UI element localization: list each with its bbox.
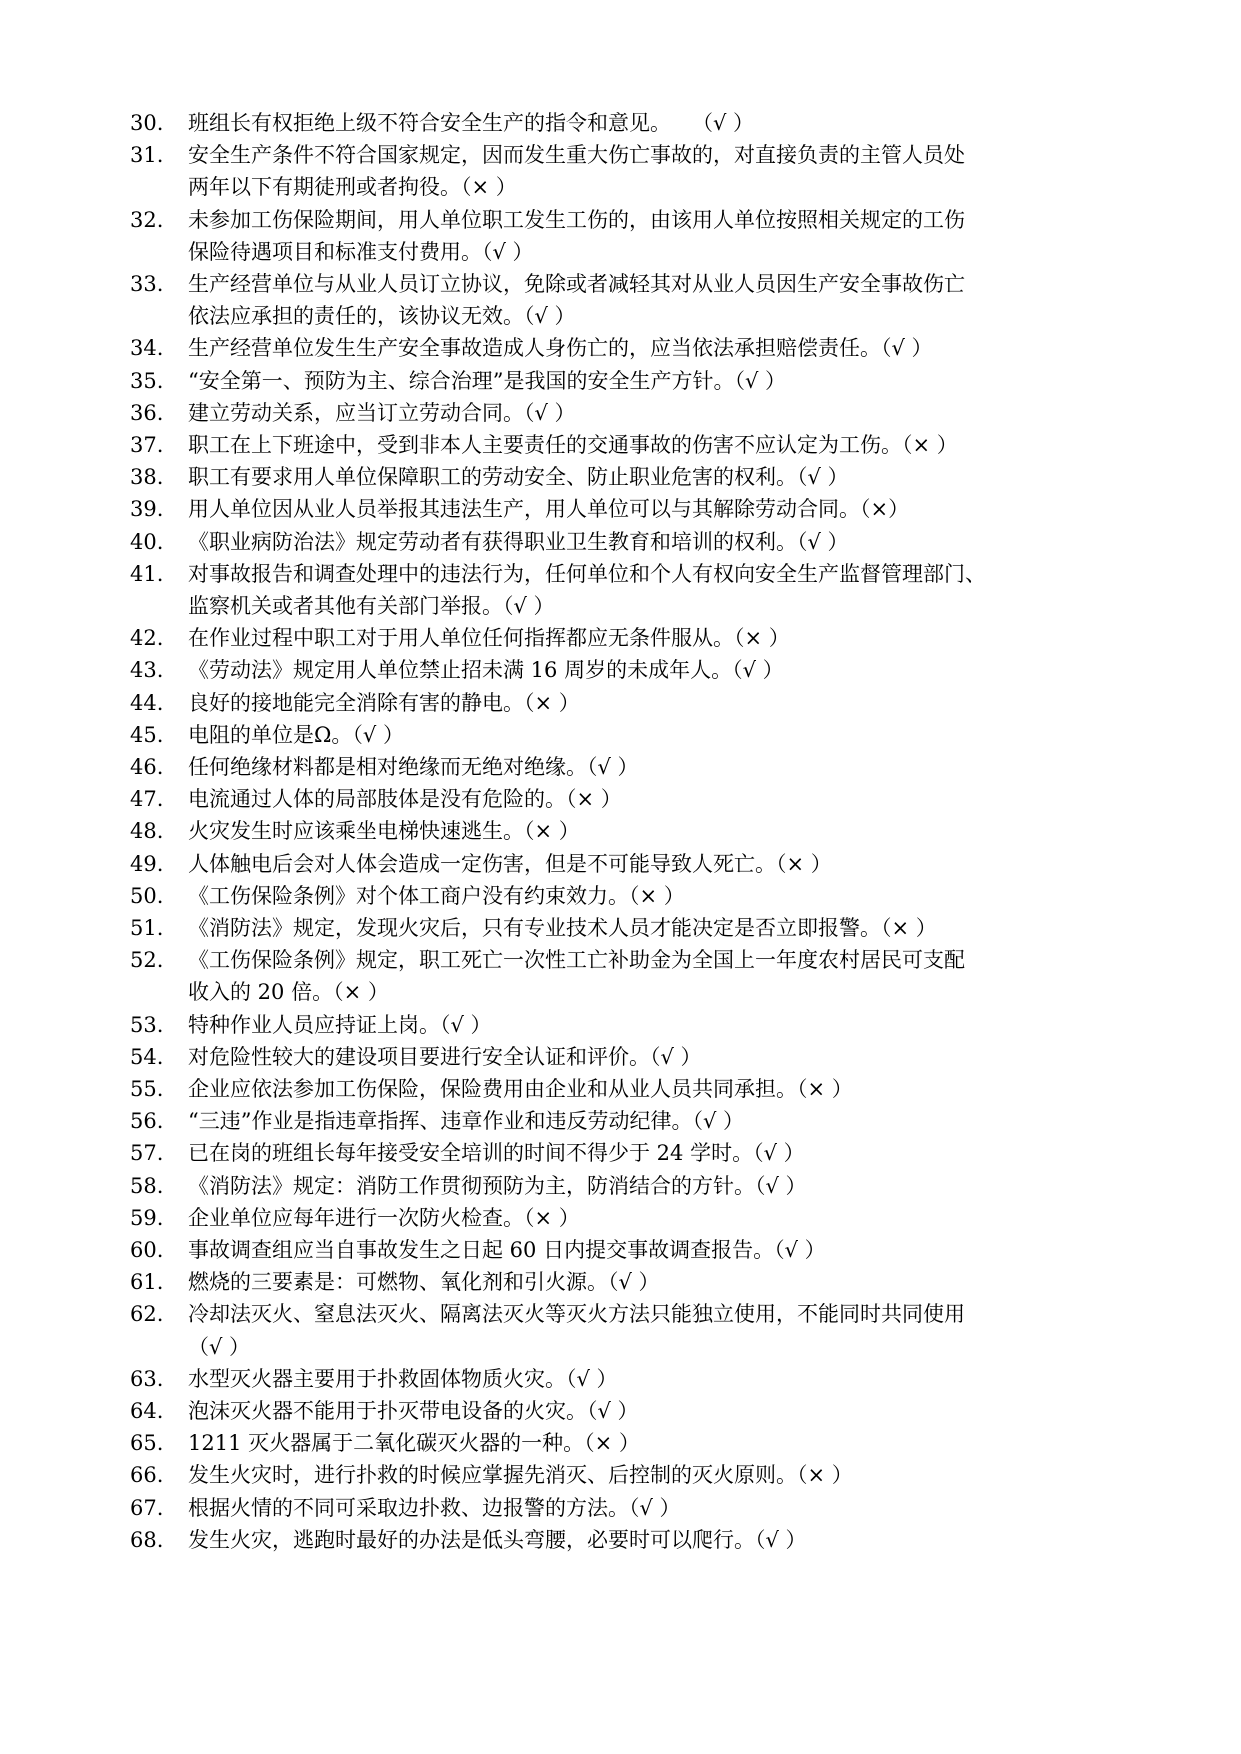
question-text-line: （√ ） bbox=[188, 1334, 251, 1359]
question-text bbox=[188, 397, 1120, 429]
question-item bbox=[130, 654, 1120, 686]
question-number: 45. bbox=[130, 722, 164, 747]
question-text bbox=[188, 1459, 1120, 1491]
question-item bbox=[130, 139, 1120, 203]
question-text-line: 良好的接地能完全消除有害的静电。（× ） bbox=[188, 690, 580, 715]
question-text bbox=[188, 429, 1120, 461]
question-text bbox=[188, 622, 1120, 654]
question-text-line: 企业单位应每年进行一次防火检查。（× ） bbox=[188, 1205, 580, 1230]
question-number: 52. bbox=[130, 948, 164, 973]
question-text bbox=[188, 139, 1120, 203]
question-item bbox=[130, 461, 1120, 493]
question-text bbox=[188, 1363, 1120, 1395]
question-text-line: 班组长有权拒绝上级不符合安全生产的指令和意见。 （√ ） bbox=[188, 111, 755, 135]
question-text-line: 发生火灾时，进行扑救的时候应掌握先消灭、后控制的灭火原则。（× ） bbox=[188, 1463, 853, 1488]
question-item bbox=[130, 1009, 1120, 1041]
question-number: 34. bbox=[130, 336, 164, 361]
question-number: 57. bbox=[130, 1141, 164, 1166]
question-item bbox=[130, 687, 1120, 719]
question-text bbox=[188, 107, 1120, 139]
question-item bbox=[130, 1041, 1120, 1073]
question-number: 35. bbox=[130, 368, 164, 393]
question-item bbox=[130, 493, 1120, 525]
question-text bbox=[188, 1427, 1120, 1459]
question-number: 37. bbox=[130, 433, 164, 457]
question-item bbox=[130, 1266, 1120, 1298]
question-item bbox=[130, 268, 1120, 332]
question-number: 61. bbox=[130, 1270, 164, 1295]
question-text-line: 对危险性较大的建设项目要进行安全认证和评价。（√ ） bbox=[188, 1044, 702, 1069]
question-text-line: 职工在上下班途中，受到非本人主要责任的交通事故的伤害不应认定为工伤。（× ） bbox=[188, 433, 958, 457]
question-item bbox=[130, 1363, 1120, 1395]
question-text-line: 水型灭火器主要用于扑救固体物质火灾。（√ ） bbox=[188, 1366, 618, 1391]
question-item bbox=[130, 1427, 1120, 1459]
question-text bbox=[188, 558, 1120, 622]
question-item bbox=[130, 1202, 1120, 1234]
question-item bbox=[130, 332, 1120, 364]
question-item bbox=[130, 204, 1120, 268]
question-item bbox=[130, 622, 1120, 654]
question-number: 36. bbox=[130, 400, 164, 425]
question-item bbox=[130, 719, 1120, 751]
question-text-line: 已在岗的班组长每年接受安全培训的时间不得少于 24 学时。（√ ） bbox=[188, 1141, 805, 1166]
question-text-line: 生产经营单位与从业人员订立协议，免除或者减轻其对从业人员因生产安全事故伤亡 bbox=[188, 272, 965, 296]
question-number: 59. bbox=[130, 1205, 164, 1230]
question-number: 58. bbox=[130, 1173, 164, 1198]
question-text bbox=[188, 1041, 1120, 1073]
question-text bbox=[188, 493, 1120, 525]
question-text bbox=[188, 815, 1120, 847]
question-number: 32. bbox=[130, 207, 164, 232]
question-text bbox=[188, 848, 1120, 880]
question-text bbox=[188, 719, 1120, 751]
question-item bbox=[130, 1234, 1120, 1266]
question-text-line: 用人单位因从业人员举报其违法生产，用人单位可以与其解除劳动合同。（×） bbox=[188, 497, 910, 522]
question-text-line: 《消防法》规定：消防工作贯彻预防为主，防消结合的方针。（√ ） bbox=[188, 1173, 807, 1198]
question-item bbox=[130, 526, 1120, 558]
question-text-line: 在作业过程中职工对于用人单位任何指挥都应无条件服从。（× ） bbox=[188, 626, 790, 651]
question-text bbox=[188, 1202, 1120, 1234]
question-item bbox=[130, 1105, 1120, 1137]
question-text-line: 冷却法灭火、窒息法灭火、隔离法灭火等灭火方法只能独立使用，不能同时共同使用 bbox=[188, 1302, 965, 1327]
question-text-line: 泡沫灭火器不能用于扑灭带电设备的火灾。（√ ） bbox=[188, 1399, 639, 1423]
question-text bbox=[188, 783, 1120, 815]
question-item bbox=[130, 944, 1120, 1008]
question-item bbox=[130, 1459, 1120, 1491]
question-text bbox=[188, 1298, 1120, 1362]
question-number: 51. bbox=[130, 916, 164, 940]
question-text bbox=[188, 880, 1120, 912]
question-item bbox=[130, 751, 1120, 783]
question-item bbox=[130, 880, 1120, 912]
question-number: 65. bbox=[130, 1431, 164, 1456]
question-item bbox=[130, 365, 1120, 397]
question-text-line: 企业应依法参加工伤保险，保险费用由企业和从业人员共同承担。（× ） bbox=[188, 1077, 853, 1101]
question-text bbox=[188, 687, 1120, 719]
question-number: 63. bbox=[130, 1366, 164, 1391]
question-text bbox=[188, 1105, 1120, 1137]
question-text-line: 职工有要求用人单位保障职工的劳动安全、防止职业危害的权利。（√ ） bbox=[188, 465, 849, 490]
question-text bbox=[188, 1137, 1120, 1169]
question-text-line: 发生火灾，逃跑时最好的办法是低头弯腰，必要时可以爬行。（√ ） bbox=[188, 1527, 807, 1552]
question-number: 47. bbox=[130, 787, 164, 812]
question-number: 60. bbox=[130, 1238, 164, 1262]
question-number: 55. bbox=[130, 1077, 164, 1101]
question-text bbox=[188, 526, 1120, 558]
question-text bbox=[188, 1073, 1120, 1105]
question-text bbox=[188, 751, 1120, 783]
question-number: 44. bbox=[130, 690, 164, 715]
question-text-line: 生产经营单位发生生产安全事故造成人身伤亡的，应当依法承担赔偿责任。（√ ） bbox=[188, 336, 933, 361]
question-item bbox=[130, 815, 1120, 847]
question-text-line: 人体触电后会对人体会造成一定伤害，但是不可能导致人死亡。（× ） bbox=[188, 851, 832, 876]
question-number: 46. bbox=[130, 755, 164, 779]
question-text-line: 《消防法》规定，发现火灾后，只有专业技术人员才能决定是否立即报警。（× ） bbox=[188, 916, 937, 940]
question-number: 67. bbox=[130, 1495, 164, 1520]
question-text bbox=[188, 1492, 1120, 1524]
question-item bbox=[130, 1395, 1120, 1427]
question-item bbox=[130, 848, 1120, 880]
question-text-line: 监察机关或者其他有关部门举报。（√ ） bbox=[188, 594, 555, 618]
question-text bbox=[188, 204, 1120, 268]
question-text-line: 《劳动法》规定用人单位禁止招未满 16 周岁的未成年人。（√ ） bbox=[188, 658, 784, 683]
question-number: 62. bbox=[130, 1302, 164, 1327]
question-text bbox=[188, 1234, 1120, 1266]
question-text bbox=[188, 944, 1120, 1008]
question-text-line: 电流通过人体的局部肢体是没有危险的。（× ） bbox=[188, 787, 622, 812]
question-text-line: 建立劳动关系，应当订立劳动合同。（√ ） bbox=[188, 400, 576, 425]
question-text bbox=[188, 365, 1120, 397]
question-text bbox=[188, 1524, 1120, 1556]
question-text-line: “三违”作业是指违章指挥、违章作业和违反劳动纪律。（√ ） bbox=[188, 1109, 745, 1134]
question-item bbox=[130, 1524, 1120, 1556]
question-text bbox=[188, 332, 1120, 364]
question-number: 42. bbox=[130, 626, 164, 651]
question-number: 64. bbox=[130, 1399, 164, 1423]
question-item bbox=[130, 1170, 1120, 1202]
question-text-line: 对事故报告和调查处理中的违法行为，任何单位和个人有权向安全生产监督管理部门、 bbox=[188, 561, 986, 586]
question-number: 40. bbox=[130, 529, 164, 554]
question-text bbox=[188, 268, 1120, 332]
question-number: 54. bbox=[130, 1044, 164, 1069]
question-item bbox=[130, 107, 1120, 139]
question-text bbox=[188, 1009, 1120, 1041]
question-number: 49. bbox=[130, 851, 164, 876]
question-number: 66. bbox=[130, 1463, 164, 1488]
question-text-line: 任何绝缘材料都是相对绝缘而无绝对绝缘。（√ ） bbox=[188, 755, 639, 779]
question-text bbox=[188, 912, 1120, 944]
question-number: 30. bbox=[130, 111, 164, 135]
question-item bbox=[130, 1073, 1120, 1105]
question-text-line: 两年以下有期徒刑或者拘役。（× ） bbox=[188, 175, 517, 200]
question-number: 56. bbox=[130, 1109, 164, 1134]
question-number: 41. bbox=[130, 561, 164, 586]
question-text-line: 燃烧的三要素是：可燃物、氧化剂和引火源。（√ ） bbox=[188, 1270, 660, 1295]
question-number: 68. bbox=[130, 1527, 164, 1552]
question-text bbox=[188, 1266, 1120, 1298]
question-text-line: “安全第一、预防为主、综合治理”是我国的安全生产方针。（√ ） bbox=[188, 368, 787, 393]
question-text-line: 电阻的单位是Ω。（√ ） bbox=[188, 722, 404, 747]
question-number: 43. bbox=[130, 658, 164, 683]
question-number: 39. bbox=[130, 497, 164, 522]
question-text-line: 《工伤保险条例》对个体工商户没有约束效力。（× ） bbox=[188, 883, 685, 908]
question-item bbox=[130, 397, 1120, 429]
question-number: 31. bbox=[130, 143, 164, 168]
question-text-line: 收入的 20 倍。（× ） bbox=[188, 980, 389, 1005]
question-text bbox=[188, 1170, 1120, 1202]
question-text-line: 《工伤保险条例》规定，职工死亡一次性工亡补助金为全国上一年度农村居民可支配 bbox=[188, 948, 965, 973]
question-text-line: 根据火情的不同可采取边扑救、边报警的方法。（√ ） bbox=[188, 1495, 681, 1520]
question-text-line: 未参加工伤保险期间，用人单位职工发生工伤的，由该用人单位按照相关规定的工伤 bbox=[188, 207, 965, 232]
question-text-line: 火灾发生时应该乘坐电梯快速逃生。（× ） bbox=[188, 819, 580, 844]
question-number: 48. bbox=[130, 819, 164, 844]
question-number: 38. bbox=[130, 465, 164, 490]
question-item bbox=[130, 1492, 1120, 1524]
question-item bbox=[130, 1137, 1120, 1169]
question-text-line: 安全生产条件不符合国家规定，因而发生重大伤亡事故的，对直接负责的主管人员处 bbox=[188, 143, 965, 168]
question-number: 33. bbox=[130, 272, 164, 296]
question-text-line: 事故调查组应当自事故发生之日起 60 日内提交事故调查报告。（√ ） bbox=[188, 1238, 826, 1262]
question-item bbox=[130, 1298, 1120, 1362]
question-item bbox=[130, 429, 1120, 461]
question-text-line: 1211 灭火器属于二氧化碳灭火器的一种。（× ） bbox=[188, 1431, 640, 1456]
question-text bbox=[188, 1395, 1120, 1427]
question-text bbox=[188, 654, 1120, 686]
question-text-line: 特种作业人员应持证上岗。（√ ） bbox=[188, 1012, 492, 1037]
question-text-line: 《职业病防治法》规定劳动者有获得职业卫生教育和培训的权利。（√ ） bbox=[188, 529, 849, 554]
question-item bbox=[130, 558, 1120, 622]
question-text-line: 保险待遇项目和标准支付费用。（√ ） bbox=[188, 239, 534, 264]
question-text-line: 依法应承担的责任的，该协议无效。（√ ） bbox=[188, 304, 576, 329]
question-number: 50. bbox=[130, 883, 164, 908]
question-item bbox=[130, 783, 1120, 815]
question-number: 53. bbox=[130, 1012, 164, 1037]
question-item bbox=[130, 912, 1120, 944]
question-text bbox=[188, 461, 1120, 493]
